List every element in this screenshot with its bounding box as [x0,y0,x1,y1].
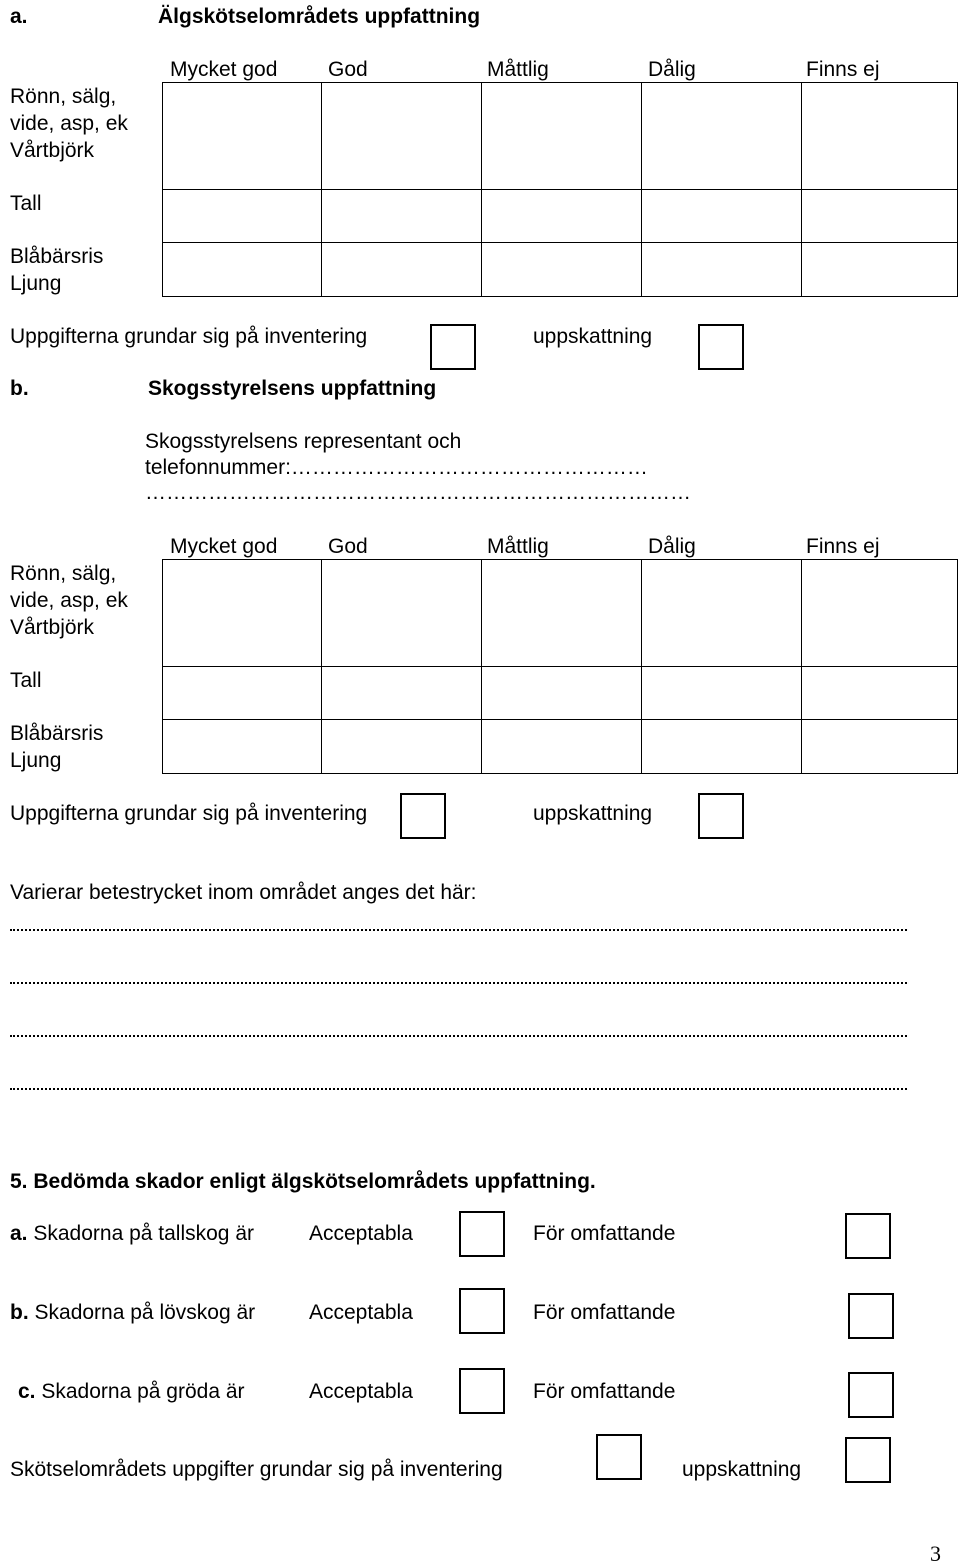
cell-b-r3-mattlig[interactable] [482,720,642,774]
cell-b-r1-mattlig[interactable] [482,560,642,667]
col-header-b-dalig: Dålig [648,535,696,558]
cell-b-r1-dalig[interactable] [642,560,802,667]
basis-5-alt-label: uppskattning [682,1458,802,1481]
col-header-b-mycket-god: Mycket god [170,535,278,558]
representative-extra-line[interactable]: …………………………………………………………………… [145,481,691,504]
basis-a-label: Uppgifterna grundar sig på inventering [10,325,368,348]
cell-a-r3-dalig[interactable] [642,243,802,297]
cell-a-r2-finns-ej[interactable] [802,190,958,243]
variation-line-2[interactable] [10,982,907,984]
basis-5-label: Skötselområdets uppgifter grundar sig på inventering [10,1458,503,1481]
col-header-b-god: God [328,535,368,558]
variation-line-3[interactable] [10,1035,907,1037]
cell-b-r2-mycket-god[interactable] [163,667,322,720]
cell-a-r1-dalig[interactable] [642,83,802,190]
basis-b-label: Uppgifterna grundar sig på inventering [10,802,368,825]
cell-b-r2-dalig[interactable] [642,667,802,720]
cell-b-r3-mycket-god[interactable] [163,720,322,774]
cell-b-r3-god[interactable] [322,720,482,774]
col-header-b-finns-ej: Finns ej [806,535,880,558]
cell-a-r1-mycket-god[interactable] [163,83,322,190]
damage-c-acceptable-label: Acceptabla [309,1380,413,1403]
damage-a-excessive-checkbox[interactable] [845,1213,891,1259]
col-header-b-mattlig: Måttlig [487,535,549,558]
basis-5-uppskattning-checkbox[interactable] [845,1437,891,1483]
representative-phone-line[interactable]: telefonnummer:…………………………………………… [145,456,648,479]
cell-a-r2-mattlig[interactable] [482,190,642,243]
row-label-a-ris: Blåbärsris Ljung [10,245,104,295]
section-a-marker: a. [10,5,28,28]
section-b-marker: b. [10,377,29,400]
rating-grid-b [162,559,958,774]
damage-a-acceptable-checkbox[interactable] [459,1211,505,1257]
basis-a-uppskattning-checkbox[interactable] [698,324,744,370]
cell-a-r3-mattlig[interactable] [482,243,642,297]
basis-a-alt-label: uppskattning [533,325,653,348]
cell-a-r3-god[interactable] [322,243,482,297]
cell-b-r2-god[interactable] [322,667,482,720]
cell-b-r1-finns-ej[interactable] [802,560,958,667]
cell-a-r2-god[interactable] [322,190,482,243]
row-label-a-lov: Rönn, sälg, vide, asp, ek Vårtbjörk [10,85,128,162]
section-5-heading: 5. Bedömda skador enligt älgskötselområdets uppfattning. [10,1170,596,1193]
basis-5-inventering-checkbox[interactable] [596,1434,642,1480]
col-header-mycket-god: Mycket god [170,58,278,81]
basis-b-alt-label: uppskattning [533,802,653,825]
cell-a-r2-dalig[interactable] [642,190,802,243]
cell-a-r1-mattlig[interactable] [482,83,642,190]
section-b-heading: Skogsstyrelsens uppfattning [148,377,437,400]
damage-a-label: a. Skadorna på tallskog är [10,1222,254,1245]
basis-b-uppskattning-checkbox[interactable] [698,793,744,839]
representative-label: Skogsstyrelsens representant och [145,430,462,453]
cell-a-r3-finns-ej[interactable] [802,243,958,297]
damage-a-excessive-label: För omfattande [533,1222,676,1245]
damage-b-acceptable-checkbox[interactable] [459,1288,505,1334]
cell-b-r2-mattlig[interactable] [482,667,642,720]
row-label-b-tall: Tall [10,669,42,692]
cell-b-r1-mycket-god[interactable] [163,560,322,667]
cell-b-r3-finns-ej[interactable] [802,720,958,774]
row-label-a-tall: Tall [10,192,42,215]
page-number: 3 [930,1541,941,1566]
cell-a-r3-mycket-god[interactable] [163,243,322,297]
cell-a-r2-mycket-god[interactable] [163,190,322,243]
rating-grid-a [162,82,958,297]
damage-b-excessive-label: För omfattande [533,1301,676,1324]
cell-b-r2-finns-ej[interactable] [802,667,958,720]
col-header-god: God [328,58,368,81]
row-label-b-lov: Rönn, sälg, vide, asp, ek Vårtbjörk [10,562,128,639]
variation-line-1[interactable] [10,929,907,931]
variation-line-4[interactable] [10,1088,907,1090]
row-label-b-ris: Blåbärsris Ljung [10,722,104,772]
col-header-mattlig: Måttlig [487,58,549,81]
damage-c-excessive-label: För omfattande [533,1380,676,1403]
damage-a-acceptable-label: Acceptabla [309,1222,413,1245]
damage-b-label: b. Skadorna på lövskog är [10,1301,256,1324]
damage-c-label: c. Skadorna på gröda är [18,1380,245,1403]
cell-a-r1-god[interactable] [322,83,482,190]
col-header-dalig: Dålig [648,58,696,81]
basis-a-inventering-checkbox[interactable] [430,324,476,370]
cell-b-r3-dalig[interactable] [642,720,802,774]
section-a-heading: Älgskötselområdets uppfattning [158,5,481,28]
variation-label: Varierar betestrycket inom området anges det här: [10,881,477,904]
cell-a-r1-finns-ej[interactable] [802,83,958,190]
damage-c-excessive-checkbox[interactable] [848,1372,894,1418]
cell-b-r1-god[interactable] [322,560,482,667]
damage-b-excessive-checkbox[interactable] [848,1293,894,1339]
col-header-finns-ej: Finns ej [806,58,880,81]
basis-b-inventering-checkbox[interactable] [400,793,446,839]
damage-c-acceptable-checkbox[interactable] [459,1368,505,1414]
damage-b-acceptable-label: Acceptabla [309,1301,413,1324]
